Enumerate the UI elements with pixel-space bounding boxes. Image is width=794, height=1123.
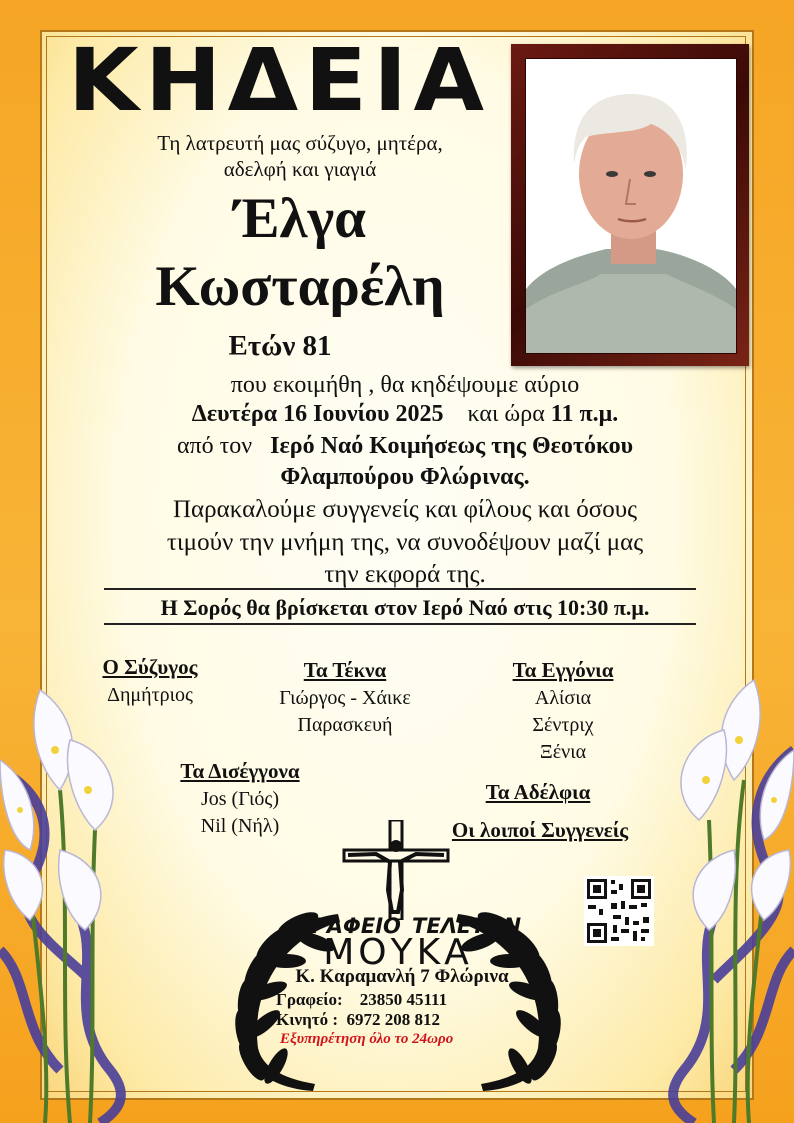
funeral-home-label-2: ΤΕΛΕΤΩΝ (412, 914, 522, 938)
child-name-1: Γιώργος - Χάικε (279, 687, 411, 709)
service-from: από τον (176, 433, 253, 459)
spouse-heading: Ο Σύζυγος (102, 655, 198, 679)
portrait-photo (525, 58, 737, 354)
service-date: Δευτέρα 16 Ιουνίου 2025 (191, 401, 444, 427)
divider-top (104, 588, 696, 590)
service-date-line (60, 402, 750, 426)
mobile-label: Κινητό : (276, 1010, 338, 1029)
siblings-heading: Τα Αδέλφια (485, 780, 591, 804)
spouse-name: Δημήτριος (107, 684, 193, 706)
office-phone-line (276, 990, 447, 1010)
children-heading: Τα Τέκνα (303, 658, 387, 682)
notice-text: Η Σορός θα βρίσκεται στον Ιερό Ναό στις 10:30 π.μ. (160, 595, 650, 620)
mobile-phone: 6972 208 812 (346, 1010, 440, 1029)
service-time: 11 π.μ. (550, 401, 619, 427)
funeral-home-name: ΜΟΥΚΑ (323, 932, 473, 973)
great-grandchild-name-1: Jos (Γιός) (200, 788, 280, 810)
divider-bottom (104, 623, 696, 625)
service-place: Φλαμπούρου Φλώρινας. (280, 464, 530, 490)
group-great-grandchildren (150, 761, 330, 836)
service-time-prefix: και ώρα (467, 401, 545, 427)
funeral-home-address: Κ. Καραμανλή 7 Φλώρινα (295, 966, 509, 987)
mobile-phone-line (276, 1010, 440, 1030)
service-church: Ιερό Ναό Κοιμήσεως της Θεοτόκου (270, 433, 634, 459)
office-phone: 23850 45111 (359, 990, 448, 1009)
page-title: ΚΗΔΕΙΑ (68, 31, 491, 131)
service-hours: Εξυπηρέτηση όλο το 24ωρο (280, 1031, 454, 1047)
great-grandchild-name-2: Nil (Νήλ) (200, 815, 280, 837)
great-grandchildren-heading: Τα Δισέγγονα (180, 759, 300, 783)
invitation-line-3: την εκφορά της. (324, 561, 486, 588)
child-name-2: Παρασκευή (297, 714, 393, 736)
qr-code-icon (584, 876, 654, 946)
portrait-frame (511, 44, 749, 366)
deceased-first-name: Έλγα (233, 187, 366, 250)
invitation-line-1: Παρακαλούμε συγγενείς και φίλους και όσους (172, 496, 637, 523)
group-spouse (80, 657, 220, 705)
intro-line-1: Τη λατρευτή μας σύζυγο, μητέρα, (157, 131, 443, 155)
grandchildren-heading: Τα Εγγόνια (512, 658, 614, 682)
relatives-heading: Οι λοιποί Συγγενείς (451, 818, 629, 842)
grandchild-name-2: Σέντριχ (532, 714, 594, 736)
deceased-age: Ετών 81 (228, 330, 332, 362)
grandchild-name-1: Αλίσια (534, 687, 592, 709)
crucifix-icon (340, 820, 452, 920)
calla-lily-left-icon (0, 650, 180, 1123)
grandchild-name-3: Ξένια (539, 741, 587, 763)
funeral-home-label-1: ΓΡΑΦΕΙΟ (298, 914, 401, 938)
group-grandchildren (488, 660, 638, 762)
invitation-line-2: τιμούν την μνήμη της, να συνοδέψουν μαζί μας (166, 529, 644, 556)
service-church-line (60, 434, 750, 458)
intro-line-2: αδελφή και γιαγιά (223, 157, 377, 181)
office-label: Γραφείο: (276, 990, 343, 1009)
deceased-last-name: Κωσταρέλη (155, 255, 445, 318)
group-children (255, 660, 435, 735)
service-line-1: που εκοιμήθη , θα κηδέψουμε αύριο (230, 372, 580, 398)
